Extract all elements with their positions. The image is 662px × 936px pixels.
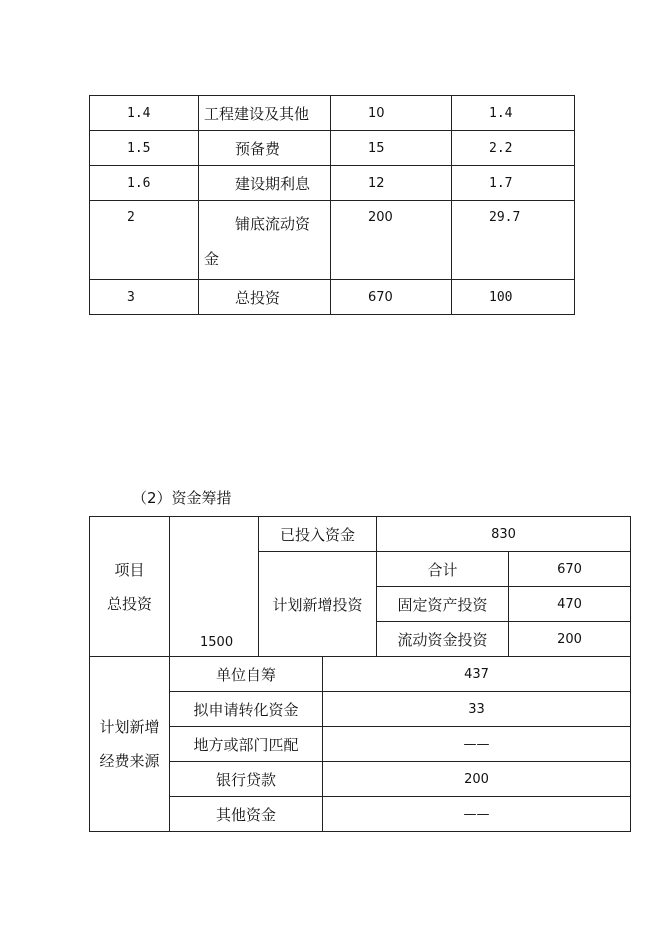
table-row: [90, 762, 631, 797]
source-label-line2: 经费来源: [99, 752, 160, 770]
table-row: [90, 692, 631, 727]
source-value: ——: [323, 727, 631, 762]
table-row: [90, 517, 631, 552]
table-row: [90, 131, 575, 166]
row-amount: 200: [331, 201, 452, 280]
table-row: [90, 280, 575, 315]
table-row: [90, 727, 631, 762]
table-row: [90, 201, 575, 280]
planned-item-value: 670: [509, 552, 631, 587]
row-number: 2: [90, 201, 199, 280]
invested-value: 830: [377, 517, 631, 552]
source-label: 其他资金: [170, 797, 323, 832]
row-number: 3: [90, 280, 199, 315]
row-percent: 100: [452, 280, 575, 315]
planned-item-label: 流动资金投资: [377, 622, 509, 657]
source-label: 地方或部门匹配: [170, 727, 323, 762]
table-row: [90, 657, 631, 692]
row-percent: 1.7: [452, 166, 575, 201]
row-amount: 15: [331, 131, 452, 166]
planned-investment-label: 计划新增投资: [259, 552, 377, 657]
row-amount: 12: [331, 166, 452, 201]
row-name-line1: 铺底流动资: [235, 215, 311, 233]
row-name: 总投资: [199, 280, 331, 315]
row-name: 建设期利息: [199, 166, 331, 201]
row-name: [199, 201, 331, 280]
invested-label: 已投入资金: [259, 517, 377, 552]
source-label: 单位自筹: [170, 657, 323, 692]
project-label-line2: 总投资: [106, 594, 152, 613]
source-value: 437: [323, 657, 631, 692]
row-percent: 1.4: [452, 96, 575, 131]
table-row: [90, 797, 631, 832]
project-total-label: [90, 517, 170, 657]
row-name: 工程建设及其他: [199, 96, 331, 131]
row-number: 1.5: [90, 131, 199, 166]
funding-table: [89, 516, 631, 832]
table-row: [90, 166, 575, 201]
planned-item-value: 200: [509, 622, 631, 657]
planned-item-value: 470: [509, 587, 631, 622]
total-investment-value: 1500: [170, 517, 259, 657]
row-name: 预备费: [199, 131, 331, 166]
investment-breakdown-table: [89, 95, 575, 315]
section-caption: （2）资金筹措: [132, 489, 232, 507]
planned-item-label: 合计: [377, 552, 509, 587]
row-amount: 10: [331, 96, 452, 131]
source-label-line1: 计划新增: [99, 718, 160, 736]
row-percent: 2.2: [452, 131, 575, 166]
source-value: 33: [323, 692, 631, 727]
source-value: 200: [323, 762, 631, 797]
funding-source-label: [90, 657, 170, 832]
source-label: 拟申请转化资金: [170, 692, 323, 727]
table-row: [90, 96, 575, 131]
row-percent: 29.7: [452, 201, 575, 280]
row-amount: 670: [331, 280, 452, 315]
planned-item-label: 固定资产投资: [377, 587, 509, 622]
row-number: 1.6: [90, 166, 199, 201]
row-name-line2: 金: [204, 250, 220, 268]
source-label: 银行贷款: [170, 762, 323, 797]
row-number: 1.4: [90, 96, 199, 131]
source-value: ——: [323, 797, 631, 832]
project-label-line1: 项目: [114, 560, 145, 579]
